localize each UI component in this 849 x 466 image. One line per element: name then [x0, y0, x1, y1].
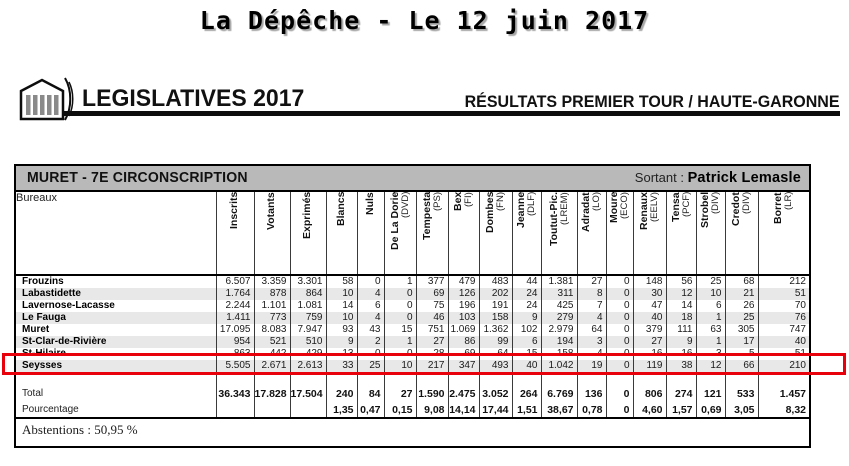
value-cell: 0,47	[357, 402, 384, 417]
value-cell: 68	[725, 275, 758, 288]
value-cell: 9	[512, 312, 541, 324]
value-cell: 1.411	[216, 312, 254, 324]
value-cell: 6	[357, 300, 384, 312]
sortant-label: Sortant :	[634, 170, 684, 185]
bureau-row	[16, 360, 809, 372]
value-cell: 194	[541, 336, 577, 348]
party-label: (DLF)	[526, 192, 538, 217]
value-cell: 0	[384, 288, 416, 300]
value-cell: 311	[541, 288, 577, 300]
value-cell: 70	[794, 300, 806, 311]
value-cell: 3.359	[254, 275, 290, 288]
value-cell: 1,35	[326, 402, 357, 417]
value-cell: 2.671	[254, 360, 290, 372]
value-cell: 379	[633, 324, 666, 336]
bureau-row	[16, 336, 809, 348]
candidate-name: Dombes	[484, 192, 496, 234]
party-label: (FI)	[463, 192, 475, 207]
value-cell: 521	[254, 336, 290, 348]
value-cell	[725, 372, 758, 385]
value-cell: 12	[696, 360, 725, 372]
value-cell: 27	[577, 275, 606, 288]
party-label: (DIV)	[710, 192, 722, 215]
row-label: Frouzins	[16, 275, 216, 288]
value-cell	[479, 372, 512, 385]
candidate-name: Credot	[730, 192, 742, 226]
value-cell: 17.504	[290, 385, 326, 402]
value-cell: 1.081	[290, 300, 326, 312]
value-cell	[254, 402, 290, 417]
value-cell: 17.095	[216, 324, 254, 336]
value-cell: 27	[633, 336, 666, 348]
value-cell: 6.769	[541, 385, 577, 402]
value-cell: 136	[577, 385, 606, 402]
value-cell: 3.301	[290, 275, 326, 288]
value-cell: 1.362	[479, 324, 512, 336]
value-cell: 66	[725, 360, 758, 372]
value-cell: 2.475	[448, 385, 479, 402]
value-cell: 274	[666, 385, 696, 402]
value-cell: 210	[758, 360, 809, 372]
value-cell: 0	[357, 275, 384, 288]
value-cell: 24	[512, 300, 541, 312]
value-cell: 44	[512, 275, 541, 288]
value-cell: 0	[606, 288, 633, 300]
party-label: (FN)	[495, 192, 507, 211]
value-cell: 75	[416, 300, 448, 312]
value-cell: 0	[606, 385, 633, 402]
candidate-name: De La Dorie	[388, 192, 401, 251]
value-cell: 0	[384, 312, 416, 324]
value-cell: 751	[416, 324, 448, 336]
results-table-wrapper	[14, 164, 811, 448]
value-cell: 111	[666, 324, 696, 336]
value-cell: 25	[725, 312, 758, 324]
value-cell: 126	[448, 288, 479, 300]
value-cell: 5.505	[216, 360, 254, 372]
value-cell: 4	[357, 288, 384, 300]
value-cell: 954	[216, 336, 254, 348]
value-cell: 0	[384, 300, 416, 312]
value-cell: 442	[254, 348, 290, 360]
bureau-row	[16, 275, 809, 288]
sortant	[635, 170, 801, 186]
bureau-row	[16, 348, 809, 360]
value-cell: 0	[384, 348, 416, 360]
value-cell: 773	[254, 312, 290, 324]
value-cell: 1.590	[416, 385, 448, 402]
value-cell: 46	[416, 312, 448, 324]
value-cell: 3.052	[479, 385, 512, 402]
value-cell: 10	[696, 288, 725, 300]
value-cell	[512, 372, 541, 385]
value-cell: 1,57	[666, 402, 696, 417]
bureaux-label: Bureaux	[16, 192, 216, 275]
value-cell: 202	[479, 288, 512, 300]
candidate-name: Bex	[452, 192, 464, 212]
column-header	[577, 192, 606, 275]
value-cell	[357, 372, 384, 385]
value-cell: 6.507	[216, 275, 254, 288]
value-cell: 40	[633, 312, 666, 324]
value-cell: 121	[696, 385, 725, 402]
section-bar	[16, 166, 809, 192]
value-cell: 4	[577, 312, 606, 324]
value-cell: 878	[254, 288, 290, 300]
pourcentage-row	[16, 402, 809, 417]
value-cell: 51	[758, 288, 809, 300]
candidate-name: Votants	[265, 192, 278, 230]
value-cell: 425	[541, 300, 577, 312]
value-cell: 14,14	[448, 402, 479, 417]
abstentions-note: Abstentions : 50,95 %	[16, 417, 809, 446]
value-cell: 0	[606, 348, 633, 360]
value-cell: 0	[606, 402, 633, 417]
value-cell: 1.457	[779, 387, 806, 400]
value-cell: 69	[416, 288, 448, 300]
value-cell: 15	[384, 324, 416, 336]
candidate-name: Tempesta	[420, 192, 433, 241]
value-cell: 40	[512, 360, 541, 372]
value-cell	[416, 372, 448, 385]
candidate-name: Borret	[772, 192, 785, 224]
value-cell	[326, 372, 357, 385]
column-header	[725, 192, 758, 275]
banner-subheading: RÉSULTATS PREMIER TOUR / HAUTE-GARONNE	[465, 92, 840, 111]
value-cell	[290, 372, 326, 385]
value-cell: 13	[326, 348, 357, 360]
value-cell	[577, 372, 606, 385]
value-cell: 1	[696, 312, 725, 324]
value-cell: 0	[606, 300, 633, 312]
column-header	[633, 192, 666, 275]
value-cell: 38,67	[541, 402, 577, 417]
candidate-name: Nuls	[363, 192, 376, 215]
value-cell: 14	[666, 300, 696, 312]
value-cell: 9	[326, 336, 357, 348]
value-cell	[290, 402, 326, 417]
value-cell: 93	[326, 324, 357, 336]
party-label: (DVD)	[399, 192, 411, 219]
value-cell: 9	[666, 336, 696, 348]
value-cell: 6	[512, 336, 541, 348]
value-cell: 103	[448, 312, 479, 324]
value-cell: 1.381	[541, 275, 577, 288]
value-cell: 51	[794, 348, 806, 359]
column-header	[666, 192, 696, 275]
value-cell: 0	[606, 312, 633, 324]
value-cell: 305	[725, 324, 758, 336]
value-cell: 8.083	[254, 324, 290, 336]
page-title: La Dépêche - Le 12 juin 2017	[199, 6, 650, 35]
value-cell: 99	[479, 336, 512, 348]
value-cell: 33	[326, 360, 357, 372]
party-label: (EELV)	[649, 192, 661, 222]
value-cell: 806	[633, 385, 666, 402]
value-cell: 158	[541, 348, 577, 360]
column-header	[696, 192, 725, 275]
value-cell: 64	[577, 324, 606, 336]
value-cell: 9,08	[416, 402, 448, 417]
banner-heading: LEGISLATIVES 2017	[82, 85, 305, 112]
party-label: (ECO)	[619, 192, 631, 219]
banner	[62, 78, 840, 116]
candidate-name: Renaux	[638, 192, 650, 230]
value-cell: 483	[479, 275, 512, 288]
value-cell: 1	[696, 336, 725, 348]
row-label: Labastidette	[16, 288, 216, 300]
value-cell: 15	[512, 348, 541, 360]
value-cell: 18	[666, 312, 696, 324]
value-cell: 7.947	[290, 324, 326, 336]
value-cell: 212	[789, 276, 806, 287]
value-cell: 64	[479, 348, 512, 360]
value-cell: 148	[633, 275, 666, 288]
value-cell: 14	[326, 300, 357, 312]
value-cell: 264	[512, 385, 541, 402]
value-cell	[254, 372, 290, 385]
row-label: St-Hilaire	[16, 348, 216, 360]
column-header	[416, 192, 448, 275]
value-cell: 17.828	[254, 385, 290, 402]
value-cell: 279	[541, 312, 577, 324]
value-cell: 25	[696, 275, 725, 288]
value-cell: 86	[448, 336, 479, 348]
value-cell: 2	[357, 336, 384, 348]
value-cell	[666, 372, 696, 385]
value-cell: 2.979	[541, 324, 577, 336]
value-cell: 10	[384, 360, 416, 372]
value-cell: 30	[633, 288, 666, 300]
sortant-name: Patrick Lemasle	[687, 170, 801, 186]
value-cell: 1.764	[216, 288, 254, 300]
row-label	[16, 372, 216, 385]
value-cell: 69	[448, 348, 479, 360]
value-cell: 5	[725, 348, 758, 360]
value-cell	[541, 372, 577, 385]
bureau-row	[16, 300, 809, 312]
value-cell: 76	[758, 312, 809, 324]
value-cell: 58	[326, 275, 357, 288]
value-cell: 6	[696, 300, 725, 312]
candidate-name: Strobel	[699, 192, 711, 229]
row-label: Le Fauga	[16, 312, 216, 324]
candidate-name: Moure	[608, 192, 620, 224]
value-cell: 377	[416, 275, 448, 288]
spacer-row	[16, 372, 809, 385]
value-cell	[696, 372, 725, 385]
value-cell: 25	[357, 360, 384, 372]
bureau-row	[16, 324, 809, 336]
value-cell: 4,60	[633, 402, 666, 417]
value-cell: 119	[633, 360, 666, 372]
value-cell: 19	[577, 360, 606, 372]
value-cell: 493	[479, 360, 512, 372]
value-cell: 27	[384, 385, 416, 402]
value-cell: 10	[326, 312, 357, 324]
value-cell: 510	[290, 336, 326, 348]
value-cell: 196	[448, 300, 479, 312]
value-cell	[448, 372, 479, 385]
candidate-name: Adradat	[580, 192, 592, 232]
value-cell: 158	[479, 312, 512, 324]
column-header	[384, 192, 416, 275]
value-cell: 1	[384, 275, 416, 288]
value-cell: 0	[606, 360, 633, 372]
value-cell: 84	[357, 385, 384, 402]
value-cell: 863	[216, 348, 254, 360]
row-label: Seysses	[16, 360, 216, 372]
results-table	[16, 192, 809, 417]
value-cell: 1,51	[512, 402, 541, 417]
value-cell: 16	[666, 348, 696, 360]
column-header	[606, 192, 633, 275]
party-label: (LO)	[591, 192, 603, 211]
party-label: (LREM)	[558, 192, 570, 225]
value-cell: 1.069	[448, 324, 479, 336]
column-header-row	[16, 192, 809, 275]
value-cell: 217	[416, 360, 448, 372]
value-cell: 864	[290, 288, 326, 300]
value-cell: 10	[326, 288, 357, 300]
value-cell	[384, 372, 416, 385]
value-cell: 747	[789, 324, 806, 335]
value-cell	[216, 372, 254, 385]
candidate-name: Jeanne	[515, 192, 527, 229]
value-cell: 0	[606, 336, 633, 348]
value-cell: 2.613	[290, 360, 326, 372]
column-header	[448, 192, 479, 275]
column-header	[216, 192, 254, 275]
value-cell: 43	[357, 324, 384, 336]
value-cell	[758, 372, 809, 385]
candidate-name: Blancs	[334, 192, 347, 227]
row-label: Pourcentage	[16, 402, 216, 417]
value-cell: 2.244	[216, 300, 254, 312]
row-label: Lavernose-Lacasse	[16, 300, 216, 312]
value-cell: 17,44	[479, 402, 512, 417]
value-cell: 24	[512, 288, 541, 300]
party-label: (PCF)	[680, 192, 692, 218]
value-cell: 27	[416, 336, 448, 348]
column-header	[541, 192, 577, 275]
value-cell: 1.101	[254, 300, 290, 312]
value-cell: 240	[326, 385, 357, 402]
section-title: MURET - 7E CIRCONSCRIPTION	[27, 170, 248, 186]
value-cell: 21	[725, 288, 758, 300]
party-label: (PS)	[431, 192, 443, 211]
value-cell: 26	[725, 300, 758, 312]
value-cell: 4	[357, 312, 384, 324]
value-cell: 479	[448, 275, 479, 288]
value-cell: 0	[606, 324, 633, 336]
value-cell: 0	[606, 275, 633, 288]
value-cell: 4	[577, 348, 606, 360]
candidate-name: Exprimés	[301, 192, 314, 240]
value-cell: 759	[290, 312, 326, 324]
column-header	[758, 192, 809, 275]
value-cell: 47	[633, 300, 666, 312]
value-cell: 102	[512, 324, 541, 336]
row-label: Total	[16, 385, 216, 402]
value-cell: 1	[384, 336, 416, 348]
bureau-row	[16, 312, 809, 324]
column-header	[254, 192, 290, 275]
value-cell: 12	[666, 288, 696, 300]
column-header	[357, 192, 384, 275]
value-cell	[216, 402, 254, 417]
value-cell: 1.042	[541, 360, 577, 372]
candidate-name: Toutut-Pic.	[547, 192, 560, 247]
value-cell: 429	[290, 348, 326, 360]
value-cell: 0,69	[696, 402, 725, 417]
value-cell: 533	[725, 385, 758, 402]
value-cell: 56	[666, 275, 696, 288]
value-cell: 63	[696, 324, 725, 336]
value-cell: 347	[448, 360, 479, 372]
party-label: (LR)	[783, 192, 795, 211]
value-cell: 191	[479, 300, 512, 312]
party-label: (DIV)	[741, 192, 753, 215]
value-cell: 7	[577, 300, 606, 312]
row-label: Muret	[16, 324, 216, 336]
value-cell: 0,15	[384, 402, 416, 417]
value-cell: 40	[758, 336, 809, 348]
row-label: St-Clar-de-Rivière	[16, 336, 216, 348]
column-header	[512, 192, 541, 275]
value-cell: 3	[577, 336, 606, 348]
value-cell: 38	[666, 360, 696, 372]
value-cell: 28	[416, 348, 448, 360]
value-cell: 17	[725, 336, 758, 348]
value-cell: 36.343	[216, 385, 254, 402]
value-cell: 16	[633, 348, 666, 360]
candidate-name: Inscrits	[228, 192, 241, 230]
column-header	[479, 192, 512, 275]
value-cell	[633, 372, 666, 385]
column-header	[326, 192, 357, 275]
value-cell: 3,05	[725, 402, 758, 417]
value-cell: 8	[577, 288, 606, 300]
value-cell: 0	[357, 348, 384, 360]
value-cell: 3	[696, 348, 725, 360]
candidate-name: Tensa	[669, 192, 682, 222]
bureau-row	[16, 288, 809, 300]
value-cell: 0,78	[577, 402, 606, 417]
value-cell: 8,32	[785, 403, 806, 416]
column-header	[290, 192, 326, 275]
total-row	[16, 385, 809, 402]
value-cell	[606, 372, 633, 385]
